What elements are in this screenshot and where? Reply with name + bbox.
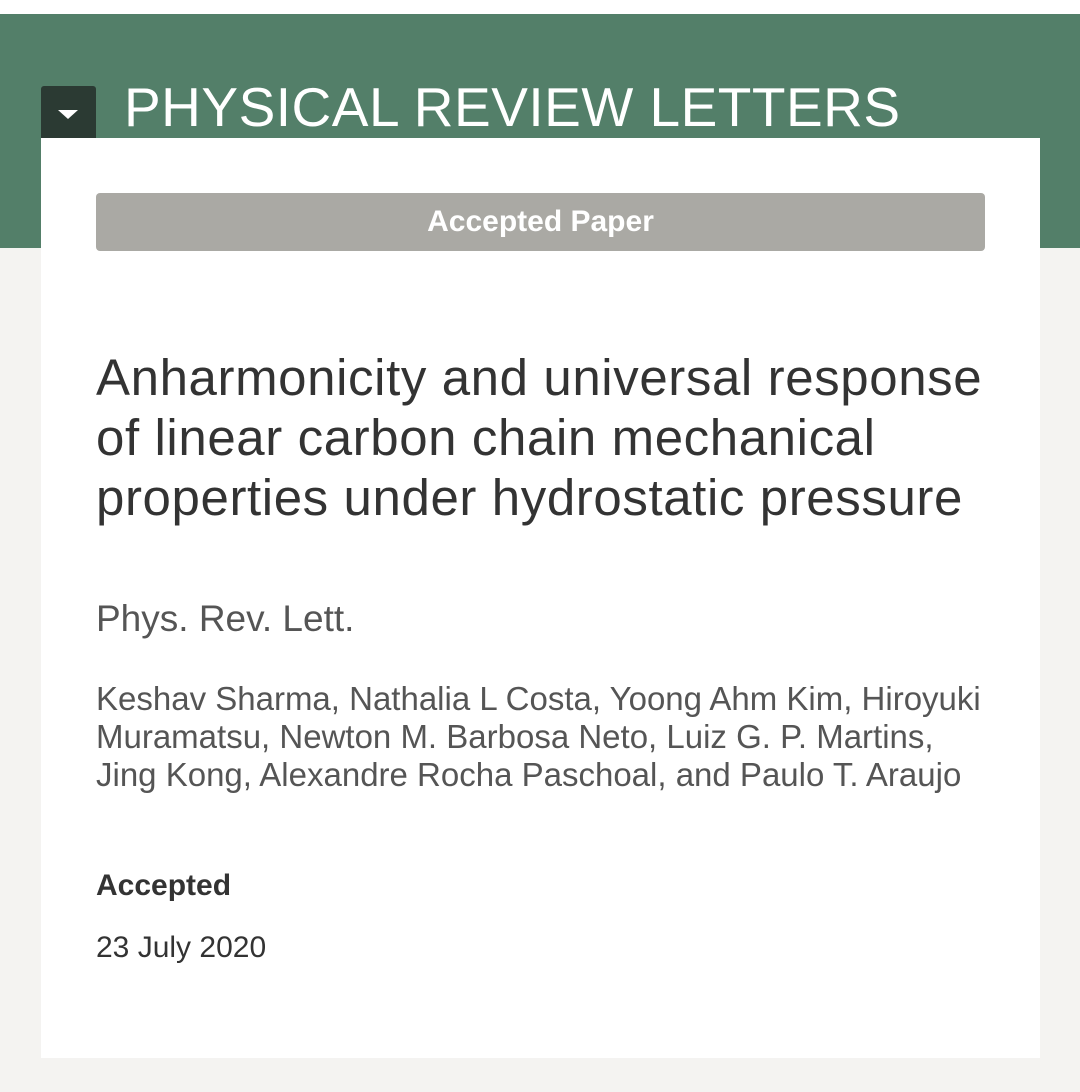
accepted-date: 23 July 2020 [96,931,267,964]
top-strip [0,0,1080,14]
journal-abbreviation: Phys. Rev. Lett. [96,598,355,639]
accepted-paper-banner [96,193,985,251]
paper-title: Anharmonicity and universal response of linear carbon chain mechanical properties under hydrostatic pressure [96,349,983,526]
author-list: Keshav Sharma, Nathalia L Costa, Yoong Ahm Kim, Hiroyuki Muramatsu, Newton M. Barbosa Neto, Luiz G. P. Martins, Jing Kong, Alexandre Rocha Paschoal, and Paulo T. Araujo [96,680,981,793]
banner-label: Accepted Paper [427,205,654,238]
paper-card [41,138,1040,1058]
accepted-label: Accepted [96,869,232,902]
caret-down-icon [58,110,78,119]
menu-toggle-button[interactable] [41,86,96,141]
journal-title[interactable]: PHYSICAL REVIEW LETTERS [124,76,901,138]
